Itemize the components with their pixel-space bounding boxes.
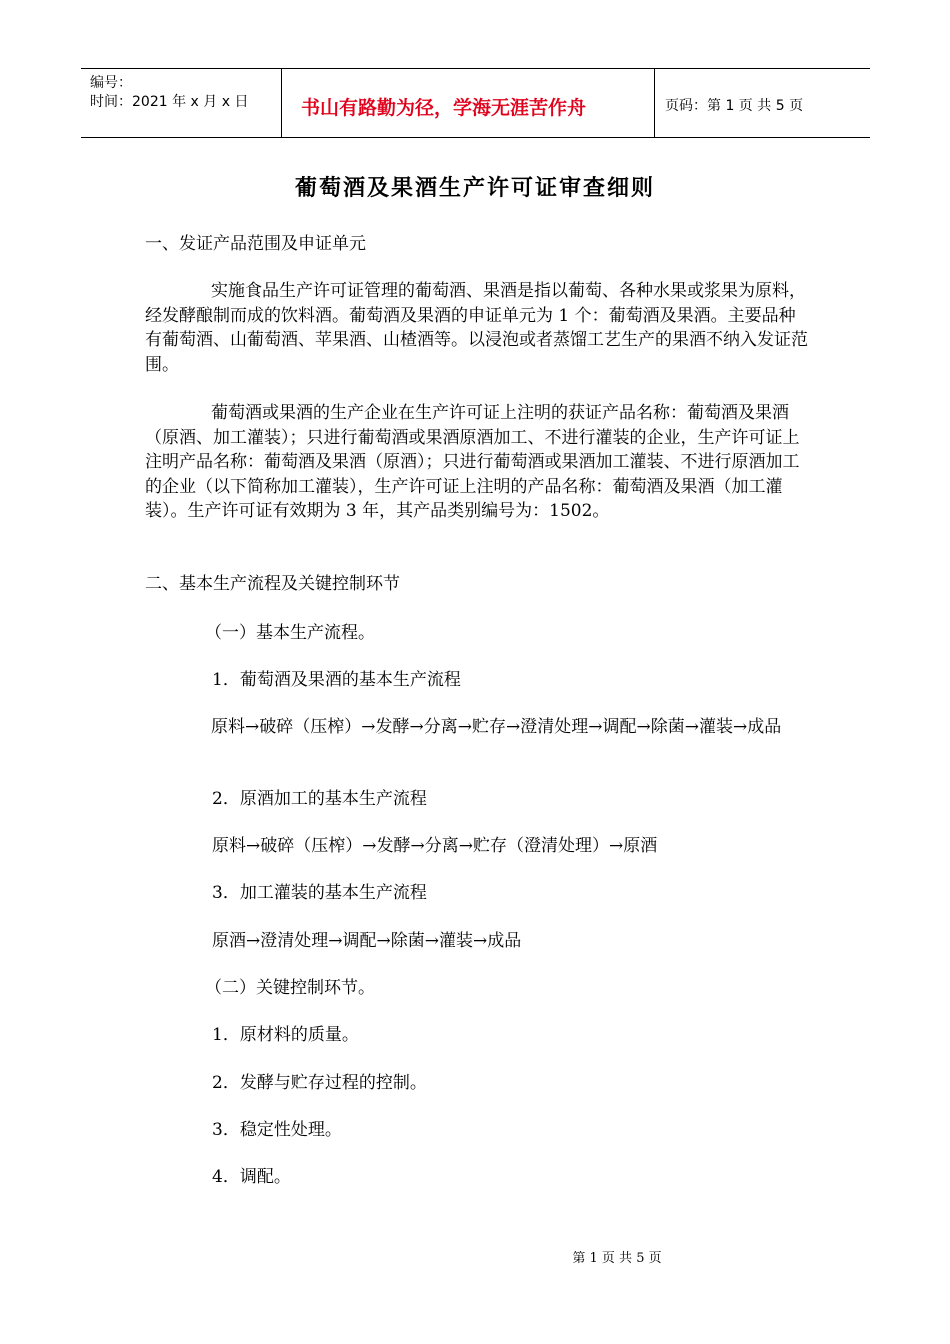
document-title: 葡萄酒及果酒生产许可证审查细则 (294, 176, 655, 201)
subsection-2-heading: （二）关键控制环节。 (205, 978, 375, 998)
number-label: 编号： (90, 75, 132, 91)
page-footer (0, 1247, 950, 1266)
flow-1-title: 1．葡萄酒及果酒的基本生产流程 (212, 670, 461, 690)
key-point-2: 2．发酵与贮存过程的控制。 (212, 1073, 427, 1093)
flow-2-text: 原料→破碎（压榨）→发酵→分离→贮存（澄清处理）→原酒 (212, 836, 658, 856)
flow-2-title: 2．原酒加工的基本生产流程 (212, 789, 427, 809)
flow-3-title: 3．加工灌装的基本生产流程 (212, 883, 427, 903)
section-2-heading: 二、基本生产流程及关键控制环节 (145, 574, 400, 594)
header-table (81, 68, 870, 138)
section-1-heading: 一、发证产品范围及申证单元 (145, 234, 366, 254)
key-point-3: 3．稳定性处理。 (212, 1120, 342, 1140)
motto: 书山有路勤为径，学海无涯苦作舟 (301, 97, 587, 119)
page-info: 页码：第 1 页 共 5 页 (665, 98, 804, 114)
key-point-4: 4．调配。 (212, 1167, 291, 1187)
flow-1-text: 原料→破碎（压榨）→发酵→分离→贮存→澄清处理→调配→除菌→灌装→成品 (211, 717, 782, 737)
header-page-cell (655, 69, 870, 137)
key-point-1: 1．原材料的质量。 (212, 1025, 359, 1045)
flow-3-text: 原酒→澄清处理→调配→除菌→灌装→成品 (212, 931, 522, 951)
section-1-paragraph-1: 实施食品生产许可证管理的葡萄酒、果酒是指以葡萄、各种水果或浆果为原料，经发酵酿制而成的饮料酒。葡萄酒及果酒的申证单元为 1 个：葡萄酒及果酒。主要品种有葡萄酒、山葡萄酒、苹果酒、山楂酒等。以浸泡或者蒸馏工艺生产的果酒不纳入发证范围。 (145, 281, 808, 375)
footer-page-number: 第 1 页 共 5 页 (572, 1251, 662, 1266)
header-motto-cell (281, 69, 655, 137)
header-info-cell (81, 69, 282, 137)
subsection-1-heading: （一）基本生产流程。 (205, 623, 375, 643)
section-1-paragraph-2: 葡萄酒或果酒的生产企业在生产许可证上注明的获证产品名称：葡萄酒及果酒（原酒、加工灌装）；只进行葡萄酒或果酒原酒加工、不进行灌装的企业，生产许可证上注明产品名称：葡萄酒及果酒（原酒）；只进行葡萄酒或果酒加工灌装、不进行原酒加工的企业（以下简称加工灌装），生产许可证上注明的产品名称：葡萄酒及果酒（加工灌装）。生产许可证有效期为 3 年，其产品类别编号为：1502。 (145, 403, 800, 521)
date-line: 时间：2021 年 x 月 x 日 (90, 94, 249, 110)
